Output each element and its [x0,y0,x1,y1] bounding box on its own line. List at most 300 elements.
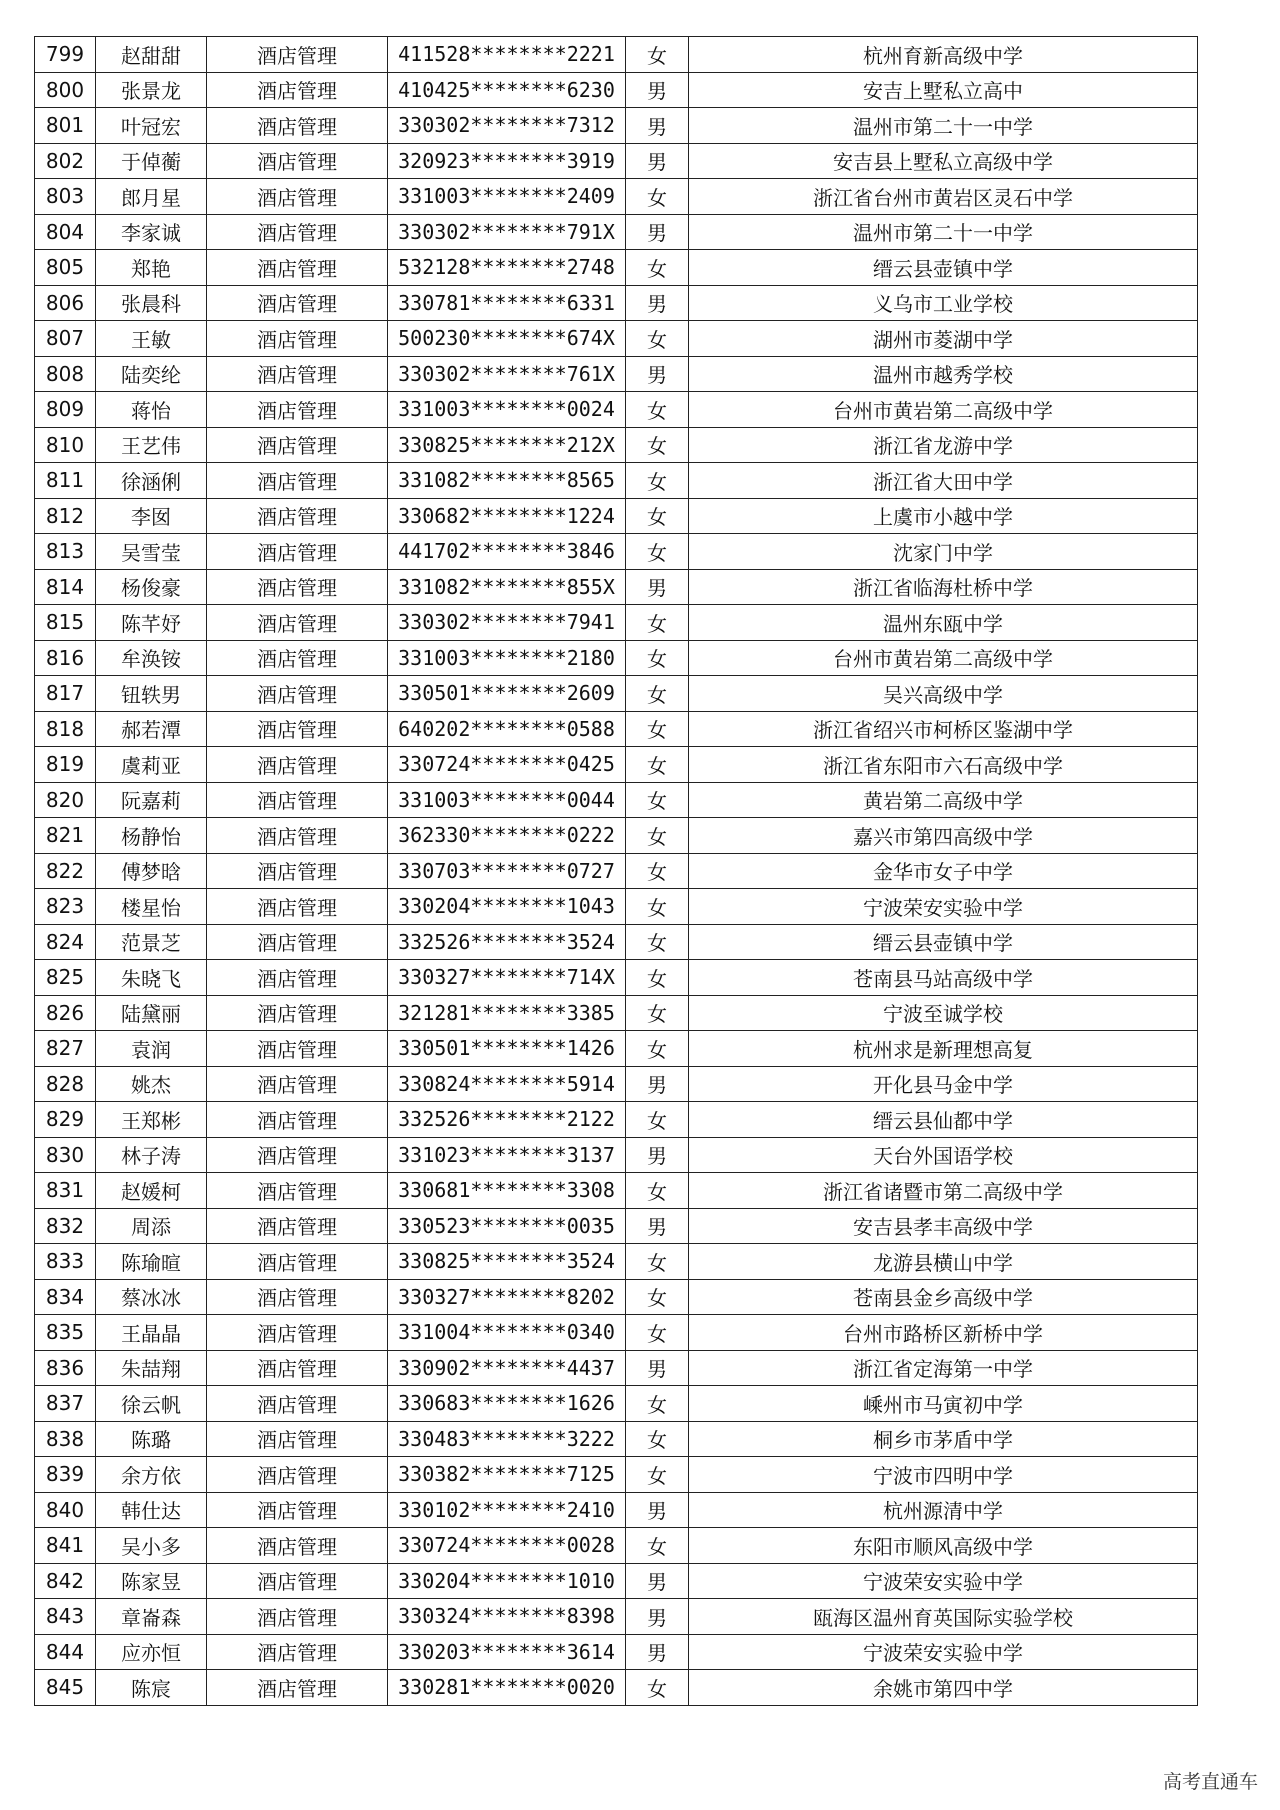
cell-major: 酒店管理 [207,1279,388,1315]
cell-major: 酒店管理 [207,1670,388,1706]
cell-school: 浙江省临海杜桥中学 [689,569,1198,605]
cell-student-name: 傅梦晗 [96,853,207,889]
cell-school: 金华市女子中学 [689,853,1198,889]
cell-id-number: 331003********2409 [388,179,626,215]
cell-serial-number: 818 [35,711,96,747]
watermark: 高考直通车 [1162,1771,1258,1793]
cell-gender: 女 [626,1315,689,1351]
cell-id-number: 330302********7941 [388,605,626,641]
cell-id-number: 330483********3222 [388,1421,626,1457]
table-row [35,605,1198,641]
cell-gender: 女 [626,747,689,783]
cell-id-number: 330204********1010 [388,1563,626,1599]
cell-id-number: 640202********0588 [388,711,626,747]
cell-student-name: 李囡 [96,498,207,534]
cell-gender: 女 [626,995,689,1031]
cell-student-name: 应亦恒 [96,1634,207,1670]
cell-id-number: 331023********3137 [388,1137,626,1173]
table-row [35,1173,1198,1209]
cell-id-number: 331004********0340 [388,1315,626,1351]
cell-school: 龙游县横山中学 [689,1244,1198,1280]
cell-gender: 男 [626,1350,689,1386]
cell-student-name: 徐涵俐 [96,463,207,499]
cell-student-name: 杨俊豪 [96,569,207,605]
cell-school: 浙江省定海第一中学 [689,1350,1198,1386]
cell-student-name: 郝若潭 [96,711,207,747]
cell-gender: 女 [626,37,689,73]
cell-serial-number: 840 [35,1492,96,1528]
cell-major: 酒店管理 [207,1563,388,1599]
cell-student-name: 李家诚 [96,214,207,250]
cell-school: 宁波市四明中学 [689,1457,1198,1493]
table-row [35,1244,1198,1280]
table-row [35,392,1198,428]
cell-id-number: 330302********791X [388,214,626,250]
cell-student-name: 章崙森 [96,1599,207,1635]
cell-serial-number: 841 [35,1528,96,1564]
cell-id-number: 331003********0024 [388,392,626,428]
cell-serial-number: 842 [35,1563,96,1599]
cell-major: 酒店管理 [207,640,388,676]
cell-gender: 女 [626,1102,689,1138]
cell-school: 浙江省绍兴市柯桥区鉴湖中学 [689,711,1198,747]
cell-major: 酒店管理 [207,285,388,321]
cell-id-number: 441702********3846 [388,534,626,570]
cell-major: 酒店管理 [207,143,388,179]
cell-school: 嘉兴市第四高级中学 [689,818,1198,854]
cell-gender: 女 [626,960,689,996]
cell-student-name: 林子涛 [96,1137,207,1173]
cell-major: 酒店管理 [207,1421,388,1457]
cell-serial-number: 829 [35,1102,96,1138]
cell-gender: 男 [626,1066,689,1102]
cell-gender: 女 [626,1528,689,1564]
table-row [35,1599,1198,1635]
cell-major: 酒店管理 [207,889,388,925]
cell-serial-number: 823 [35,889,96,925]
table-row [35,72,1198,108]
cell-student-name: 王艺伟 [96,427,207,463]
cell-major: 酒店管理 [207,72,388,108]
cell-id-number: 330327********8202 [388,1279,626,1315]
cell-major: 酒店管理 [207,356,388,392]
cell-id-number: 332526********3524 [388,924,626,960]
cell-student-name: 王郑彬 [96,1102,207,1138]
table-row [35,37,1198,73]
cell-school: 温州市第二十一中学 [689,214,1198,250]
table-row [35,1315,1198,1351]
cell-major: 酒店管理 [207,1492,388,1528]
cell-student-name: 陈瑜暄 [96,1244,207,1280]
cell-major: 酒店管理 [207,1102,388,1138]
cell-school: 东阳市顺风高级中学 [689,1528,1198,1564]
cell-student-name: 楼星怡 [96,889,207,925]
cell-major: 酒店管理 [207,214,388,250]
cell-school: 安吉县上墅私立高级中学 [689,143,1198,179]
cell-serial-number: 833 [35,1244,96,1280]
cell-major: 酒店管理 [207,818,388,854]
cell-gender: 女 [626,321,689,357]
table-row [35,250,1198,286]
cell-school: 台州市黄岩第二高级中学 [689,392,1198,428]
cell-gender: 女 [626,818,689,854]
cell-id-number: 330501********1426 [388,1031,626,1067]
table-row [35,1102,1198,1138]
table-row [35,463,1198,499]
cell-student-name: 赵媛柯 [96,1173,207,1209]
cell-student-name: 张晨科 [96,285,207,321]
cell-id-number: 330902********4437 [388,1350,626,1386]
cell-serial-number: 822 [35,853,96,889]
cell-gender: 女 [626,1279,689,1315]
cell-gender: 女 [626,1386,689,1422]
cell-major: 酒店管理 [207,995,388,1031]
cell-gender: 女 [626,782,689,818]
cell-id-number: 330382********7125 [388,1457,626,1493]
cell-school: 宁波荣安实验中学 [689,889,1198,925]
cell-student-name: 朱晓飞 [96,960,207,996]
cell-gender: 男 [626,1208,689,1244]
cell-id-number: 330781********6331 [388,285,626,321]
cell-gender: 女 [626,1421,689,1457]
cell-id-number: 330824********5914 [388,1066,626,1102]
cell-major: 酒店管理 [207,250,388,286]
cell-school: 苍南县金乡高级中学 [689,1279,1198,1315]
table-row [35,889,1198,925]
cell-serial-number: 811 [35,463,96,499]
cell-serial-number: 810 [35,427,96,463]
table-row [35,818,1198,854]
cell-school: 桐乡市茅盾中学 [689,1421,1198,1457]
cell-gender: 男 [626,108,689,144]
cell-student-name: 杨静怡 [96,818,207,854]
table-body [35,37,1198,1706]
table-row [35,534,1198,570]
table-row [35,179,1198,215]
cell-school: 缙云县壶镇中学 [689,250,1198,286]
cell-serial-number: 803 [35,179,96,215]
cell-major: 酒店管理 [207,534,388,570]
cell-major: 酒店管理 [207,782,388,818]
cell-id-number: 321281********3385 [388,995,626,1031]
cell-gender: 女 [626,392,689,428]
cell-student-name: 赵甜甜 [96,37,207,73]
cell-serial-number: 826 [35,995,96,1031]
cell-serial-number: 839 [35,1457,96,1493]
cell-serial-number: 834 [35,1279,96,1315]
cell-student-name: 袁润 [96,1031,207,1067]
table-row [35,995,1198,1031]
cell-id-number: 330302********7312 [388,108,626,144]
cell-serial-number: 828 [35,1066,96,1102]
table-row [35,214,1198,250]
cell-id-number: 330327********714X [388,960,626,996]
cell-school: 瓯海区温州育英国际实验学校 [689,1599,1198,1635]
cell-gender: 女 [626,640,689,676]
cell-serial-number: 801 [35,108,96,144]
cell-id-number: 332526********2122 [388,1102,626,1138]
cell-student-name: 蔡冰冰 [96,1279,207,1315]
cell-major: 酒店管理 [207,179,388,215]
cell-major: 酒店管理 [207,1173,388,1209]
cell-serial-number: 802 [35,143,96,179]
table-row [35,356,1198,392]
cell-school: 浙江省龙游中学 [689,427,1198,463]
cell-gender: 男 [626,569,689,605]
cell-student-name: 范景芝 [96,924,207,960]
cell-id-number: 330682********1224 [388,498,626,534]
cell-id-number: 410425********6230 [388,72,626,108]
cell-school: 台州市黄岩第二高级中学 [689,640,1198,676]
table-row [35,1457,1198,1493]
table-row [35,1492,1198,1528]
cell-major: 酒店管理 [207,1528,388,1564]
cell-id-number: 330825********212X [388,427,626,463]
cell-major: 酒店管理 [207,1386,388,1422]
cell-school: 余姚市第四中学 [689,1670,1198,1706]
table-row [35,960,1198,996]
cell-serial-number: 807 [35,321,96,357]
table-row [35,676,1198,712]
cell-major: 酒店管理 [207,569,388,605]
table-row [35,1528,1198,1564]
cell-id-number: 331003********0044 [388,782,626,818]
cell-student-name: 郑艳 [96,250,207,286]
cell-gender: 女 [626,427,689,463]
cell-serial-number: 837 [35,1386,96,1422]
table-row [35,1386,1198,1422]
table-row [35,427,1198,463]
cell-serial-number: 800 [35,72,96,108]
table-row [35,143,1198,179]
cell-id-number: 330102********2410 [388,1492,626,1528]
cell-id-number: 330324********8398 [388,1599,626,1635]
cell-id-number: 330523********0035 [388,1208,626,1244]
cell-serial-number: 817 [35,676,96,712]
cell-student-name: 余方依 [96,1457,207,1493]
cell-school: 安吉上墅私立高中 [689,72,1198,108]
cell-gender: 女 [626,534,689,570]
cell-major: 酒店管理 [207,747,388,783]
cell-id-number: 320923********3919 [388,143,626,179]
cell-major: 酒店管理 [207,37,388,73]
cell-school: 浙江省台州市黄岩区灵石中学 [689,179,1198,215]
cell-school: 台州市路桥区新桥中学 [689,1315,1198,1351]
cell-major: 酒店管理 [207,108,388,144]
cell-gender: 女 [626,676,689,712]
table-row [35,1137,1198,1173]
cell-serial-number: 814 [35,569,96,605]
cell-gender: 男 [626,1634,689,1670]
cell-gender: 女 [626,250,689,286]
cell-serial-number: 831 [35,1173,96,1209]
cell-school: 开化县马金中学 [689,1066,1198,1102]
cell-serial-number: 812 [35,498,96,534]
cell-gender: 女 [626,1670,689,1706]
cell-student-name: 阮嘉莉 [96,782,207,818]
cell-major: 酒店管理 [207,321,388,357]
cell-gender: 女 [626,1244,689,1280]
cell-id-number: 330724********0425 [388,747,626,783]
cell-major: 酒店管理 [207,1031,388,1067]
table-row [35,1208,1198,1244]
cell-gender: 男 [626,1492,689,1528]
table-row [35,1066,1198,1102]
cell-serial-number: 819 [35,747,96,783]
cell-school: 上虞市小越中学 [689,498,1198,534]
table-row [35,108,1198,144]
cell-school: 温州市第二十一中学 [689,108,1198,144]
table-row [35,1350,1198,1386]
cell-student-name: 钮轶男 [96,676,207,712]
cell-student-name: 郎月星 [96,179,207,215]
table-row [35,321,1198,357]
cell-gender: 男 [626,285,689,321]
cell-major: 酒店管理 [207,498,388,534]
cell-student-name: 陈璐 [96,1421,207,1457]
table-row [35,782,1198,818]
cell-major: 酒店管理 [207,1244,388,1280]
cell-student-name: 陈芊妤 [96,605,207,641]
table-row [35,1031,1198,1067]
cell-id-number: 330302********761X [388,356,626,392]
cell-serial-number: 816 [35,640,96,676]
cell-school: 缙云县壶镇中学 [689,924,1198,960]
cell-serial-number: 820 [35,782,96,818]
cell-serial-number: 845 [35,1670,96,1706]
cell-school: 浙江省诸暨市第二高级中学 [689,1173,1198,1209]
cell-major: 酒店管理 [207,1137,388,1173]
cell-student-name: 蒋怡 [96,392,207,428]
table-row [35,285,1198,321]
cell-student-name: 徐云帆 [96,1386,207,1422]
cell-serial-number: 836 [35,1350,96,1386]
cell-serial-number: 799 [35,37,96,73]
admission-list-table [34,36,1198,1706]
cell-id-number: 362330********0222 [388,818,626,854]
cell-id-number: 411528********2221 [388,37,626,73]
table-row [35,1634,1198,1670]
cell-student-name: 张景龙 [96,72,207,108]
cell-id-number: 330281********0020 [388,1670,626,1706]
cell-id-number: 330683********1626 [388,1386,626,1422]
cell-gender: 男 [626,1563,689,1599]
cell-major: 酒店管理 [207,1599,388,1635]
cell-school: 宁波荣安实验中学 [689,1634,1198,1670]
cell-school: 温州东瓯中学 [689,605,1198,641]
cell-id-number: 532128********2748 [388,250,626,286]
cell-serial-number: 805 [35,250,96,286]
cell-school: 义乌市工业学校 [689,285,1198,321]
table-row [35,498,1198,534]
table-row [35,1563,1198,1599]
table-row [35,853,1198,889]
cell-student-name: 陆黛丽 [96,995,207,1031]
cell-student-name: 周添 [96,1208,207,1244]
cell-serial-number: 809 [35,392,96,428]
cell-id-number: 330825********3524 [388,1244,626,1280]
cell-student-name: 姚杰 [96,1066,207,1102]
cell-school: 吴兴高级中学 [689,676,1198,712]
cell-serial-number: 821 [35,818,96,854]
cell-major: 酒店管理 [207,711,388,747]
cell-student-name: 虞莉亚 [96,747,207,783]
cell-id-number: 330703********0727 [388,853,626,889]
cell-gender: 女 [626,924,689,960]
cell-id-number: 500230********674X [388,321,626,357]
cell-major: 酒店管理 [207,1457,388,1493]
cell-major: 酒店管理 [207,853,388,889]
cell-serial-number: 830 [35,1137,96,1173]
cell-gender: 男 [626,143,689,179]
cell-id-number: 330681********3308 [388,1173,626,1209]
cell-id-number: 331082********8565 [388,463,626,499]
cell-gender: 女 [626,711,689,747]
cell-gender: 男 [626,214,689,250]
cell-school: 浙江省大田中学 [689,463,1198,499]
table-row [35,924,1198,960]
cell-serial-number: 804 [35,214,96,250]
cell-major: 酒店管理 [207,1066,388,1102]
cell-serial-number: 824 [35,924,96,960]
cell-student-name: 牟涣铵 [96,640,207,676]
cell-major: 酒店管理 [207,1634,388,1670]
cell-student-name: 陈宸 [96,1670,207,1706]
cell-gender: 女 [626,179,689,215]
cell-school: 嵊州市马寅初中学 [689,1386,1198,1422]
cell-major: 酒店管理 [207,924,388,960]
cell-major: 酒店管理 [207,392,388,428]
cell-serial-number: 825 [35,960,96,996]
cell-school: 安吉县孝丰高级中学 [689,1208,1198,1244]
cell-gender: 女 [626,605,689,641]
cell-gender: 女 [626,1457,689,1493]
cell-serial-number: 838 [35,1421,96,1457]
cell-id-number: 331082********855X [388,569,626,605]
cell-school: 湖州市菱湖中学 [689,321,1198,357]
cell-serial-number: 813 [35,534,96,570]
cell-gender: 女 [626,853,689,889]
table-row [35,569,1198,605]
cell-id-number: 331003********2180 [388,640,626,676]
cell-major: 酒店管理 [207,1315,388,1351]
cell-major: 酒店管理 [207,427,388,463]
cell-school: 杭州求是新理想高复 [689,1031,1198,1067]
cell-serial-number: 843 [35,1599,96,1635]
cell-serial-number: 835 [35,1315,96,1351]
cell-school: 苍南县马站高级中学 [689,960,1198,996]
cell-gender: 女 [626,1031,689,1067]
cell-id-number: 330501********2609 [388,676,626,712]
cell-gender: 女 [626,1173,689,1209]
table-row [35,1279,1198,1315]
table-row [35,1421,1198,1457]
cell-gender: 女 [626,889,689,925]
cell-major: 酒店管理 [207,605,388,641]
cell-major: 酒店管理 [207,676,388,712]
cell-serial-number: 815 [35,605,96,641]
cell-gender: 男 [626,72,689,108]
table-row [35,747,1198,783]
cell-school: 浙江省东阳市六石高级中学 [689,747,1198,783]
cell-gender: 男 [626,1137,689,1173]
cell-student-name: 王敏 [96,321,207,357]
cell-major: 酒店管理 [207,463,388,499]
cell-gender: 男 [626,356,689,392]
cell-id-number: 330724********0028 [388,1528,626,1564]
cell-school: 杭州源清中学 [689,1492,1198,1528]
table-row [35,711,1198,747]
